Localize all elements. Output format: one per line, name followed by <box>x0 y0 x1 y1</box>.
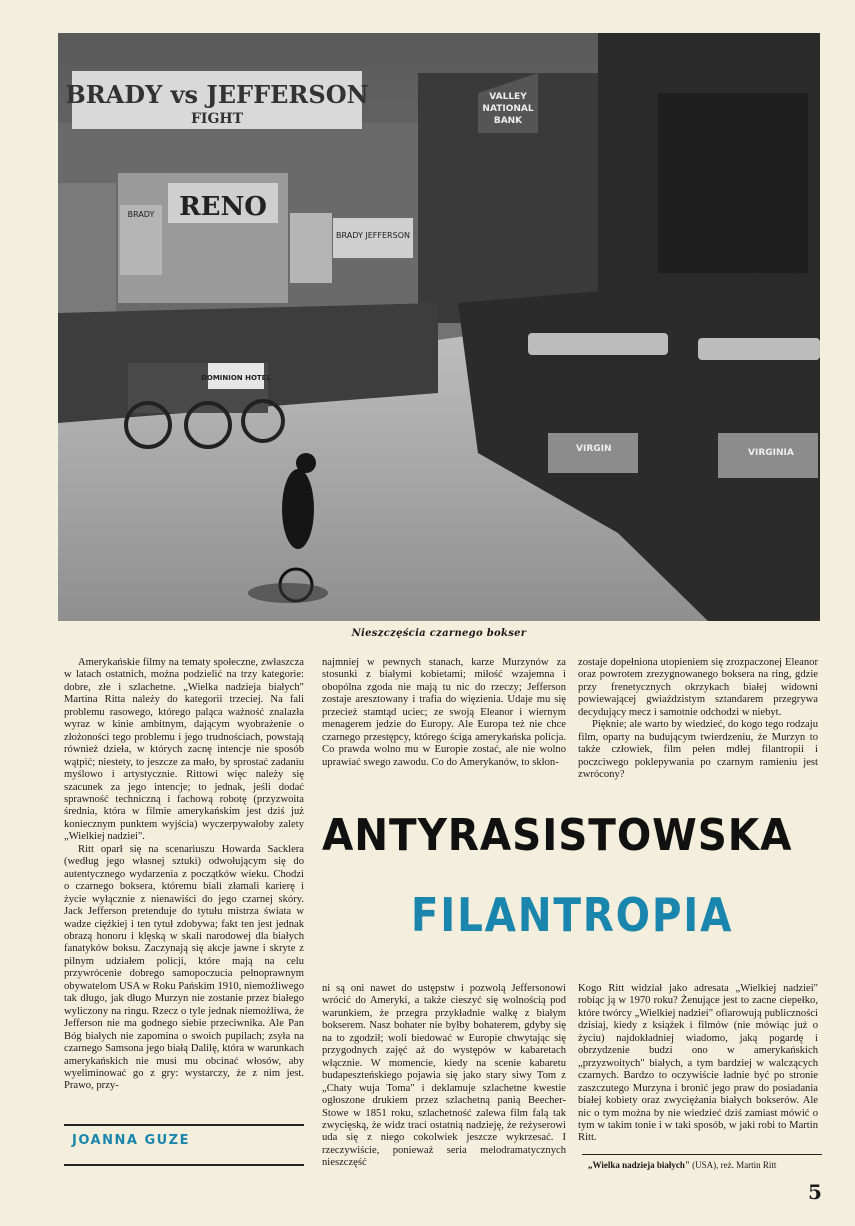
page-number: 5 <box>808 1180 822 1204</box>
film-still-photo <box>58 33 820 621</box>
paragraph: Ritt oparł się na scenariuszu Howarda Sacklera (według jego własnej sztuki) odwołującym się do autentycznego wydarzenia z początków wieku. Chodzi o czarnego boksera, któremu biali złamali karierę i życie wyłącznie z nienawiści do jego czarnej skóry. Jack Jefferson pretenduje do tytułu mistrza świata w wadze ciężkiej i ten tytuł zdobywa; fakt ten jest jednak obrazą honoru i klęską w skali narodowej dla białych fanatyków boksu. Zaczynają się akcje jawne i skryte z pilnym udziałem policji, które mają na celu przywrócenie dobrego samopoczucia pełnoprawnym obywatelom USA w Roku Pańskim 1910, niemożliwego tak długo, jak długo Murzyn nie zostanie przez białego wyliczony na ringu. Rzecz o tyle jednak niemożliwa, że Jefferson nie ma godnego siebie przeciwnika. Ale Pan Bóg białych nie zapomina o swoich pupilach; zsyła na czarnego Samsona jego białą Dalilę, która w warunkach amerykańskich nie musi mu obcinać włosów, aby wyeliminować go z gry: wystarczy, że z nim jest. Prawo, przy- <box>64 843 304 1092</box>
paragraph: Amerykańskie filmy na tematy społeczne, zwłaszcza w latach ostatnich, można podzielić na trzy kategorie: dobre, złe i szlachetne. „Wielka nadzieja białych" Martina Ritta należy do kategorii trzeciej. Na fali problemu rasowego, którego paląca ważność znalazła wyraz w kinie ambitnym, dającym wyobrażenie o złożoności tego problemu i jego trudnościach, powstają również dzieła, w których zacnę intencje nie sposób wątpić; niestety, to jeszcze za mało, by sprostać zadaniu myślowo i artystycznie. Rittowi więc należy się szacunek za jego intencje; to jednak, jeśli dodać sprawność techniczną i fachową robotę (przyzwoita średnia, która w filmie amerykańskim jest dziś już koniecznym punktem wyjścia) wyczerpywałoby zalety „Wielkiej nadziei". <box>64 657 304 843</box>
article-column-2-top <box>322 657 566 769</box>
article-column-3-bottom <box>578 983 818 1145</box>
tram-right-label: VIRGINIA <box>748 448 794 458</box>
author-rule-bottom <box>64 1164 304 1166</box>
bank-sign-line3: BANK <box>493 116 523 126</box>
film-credit <box>588 1160 822 1170</box>
credit-rest: (USA), reż. Martin Ritt <box>689 1160 777 1170</box>
hotel-sign-text: DOMINION HOTEL <box>201 374 271 382</box>
reno-sign-text: RENO <box>179 192 267 222</box>
headline-line-2: FILANTROPIA <box>410 888 734 942</box>
fight-banner-text: BRADY vs JEFFERSON <box>65 80 369 109</box>
paragraph: Kogo Ritt widział jako adresata „Wielkiej nadziei" robiąc ją w 1970 roku? Żenujące jest to zacne ciepełko, które twórcy „Wielkiej nadziei" ofiarowują publiczności dzisiaj, kiedy z książek i filmów (nie mówiąc już o życiu) najdokładniej wiadomo, jaką pogardę i obrzydzenie budzi ono w amerykańskich „przyzwoitych" białych, a tym bardziej w walczących czarnych. Bardzo to oczywiście ładnie być po stronie zaszczutego Murzyna i bronić jego praw do posiadania białej kobiety oraz zwyciężania białych bokserów. Ale nic o tym można by nie wiedzieć dziś zamiast mówić o tym w takim tonie i w taki sposób, w jaki robi to Martin Ritt. <box>578 983 818 1144</box>
headline-line-1: ANTYRASISTOWSKA <box>322 810 793 861</box>
bank-sign-line1: VALLEY <box>489 92 527 102</box>
tram-left-label: VIRGIN <box>576 444 612 454</box>
photo-caption: Nieszczęścia czarnego bokser <box>351 628 527 639</box>
article-column-2-bottom <box>322 983 566 1170</box>
bank-sign-line2: NATIONAL <box>482 104 534 114</box>
credit-title: „Wielka nadzieja białych" <box>588 1160 690 1170</box>
paragraph: ni są oni nawet do ustępstw i pozwolą Jeffersonowi wrócić do Ameryki, a także cieszyć się wolnością pod warunkiem, że przegra przykładnie walkę z białym bokserem. Nasz bohater nie byłby bohaterem, gdyby się na to zgodził; woli biedować w Europie chwytając się przygodnych zajęć aż do występów w kabaretach włącznie. W momencie, kiedy na scenie kabaretu budapeszteńskiego pojawia się jako stary siwy Tom z „Chaty wuja Toma" i deklamuje szlachetne kwestie ogłoszone drukiem przez szlachetną panią Beecher-Stowe w 1851 roku, szlachetność zalewa film falą tak zwycięską, że widz traci ostatnią nadzieję, że reżyserowi uda się z niego cokolwiek jeszcze wykrzesać. I rzeczywiście, ponieważ seria melodramatycznych nieszczęść <box>322 983 566 1169</box>
author-rule-top <box>64 1124 304 1126</box>
poster-jefferson-text: BRADY JEFFERSON <box>336 231 410 240</box>
author-name: JOANNA GUZE <box>72 1133 190 1148</box>
fight-banner-subtext: FIGHT <box>190 111 244 127</box>
credit-rule <box>582 1154 822 1155</box>
paragraph: najmniej w pewnych stanach, karze Murzynów za stosunki z białymi kobietami; miłość wzajemna i obopólna zgoda nie mają tu nic do rzeczy; Jefferson zostaje aresztowany i trafia do więzienia. Udaje mu się przecież stamtąd uciec; ze swoją Eleanor i wiernym menagerem jedzie do Europy. Ale Europa też nie chce czarnego przestępcy, którego ściga amerykańska policja. Co prawda wolno mu w Europie zostać, ale nie wolno uprawiać swego zawodu. Co do Amerykanów, to skłon- <box>322 657 566 768</box>
article-column-1 <box>64 657 304 1093</box>
street-scene-image <box>58 33 820 621</box>
article-column-3-top <box>578 657 818 782</box>
poster-brady-text: BRADY <box>127 210 155 219</box>
paragraph: Pięknie; ale warto by wiedzieć, do kogo tego rodzaju film, oparty na budującym twierdzeniu, że Murzyn to także człowiek, film pełen mdłej filantropii i poczciwego poklepywania po czarnym ramieniu jest zwrócony? <box>578 719 818 781</box>
paragraph: zostaje dopełniona utopieniem się zrozpaczonej Eleanor oraz powrotem zrezygnowanego boksera na ring, gdzie przy frenetycznych okrzykach białej widowni powiewającej gwiaździstym sztandarem przegrywa decydujący mecz i samotnie odchodzi w niebyt. <box>578 657 818 718</box>
